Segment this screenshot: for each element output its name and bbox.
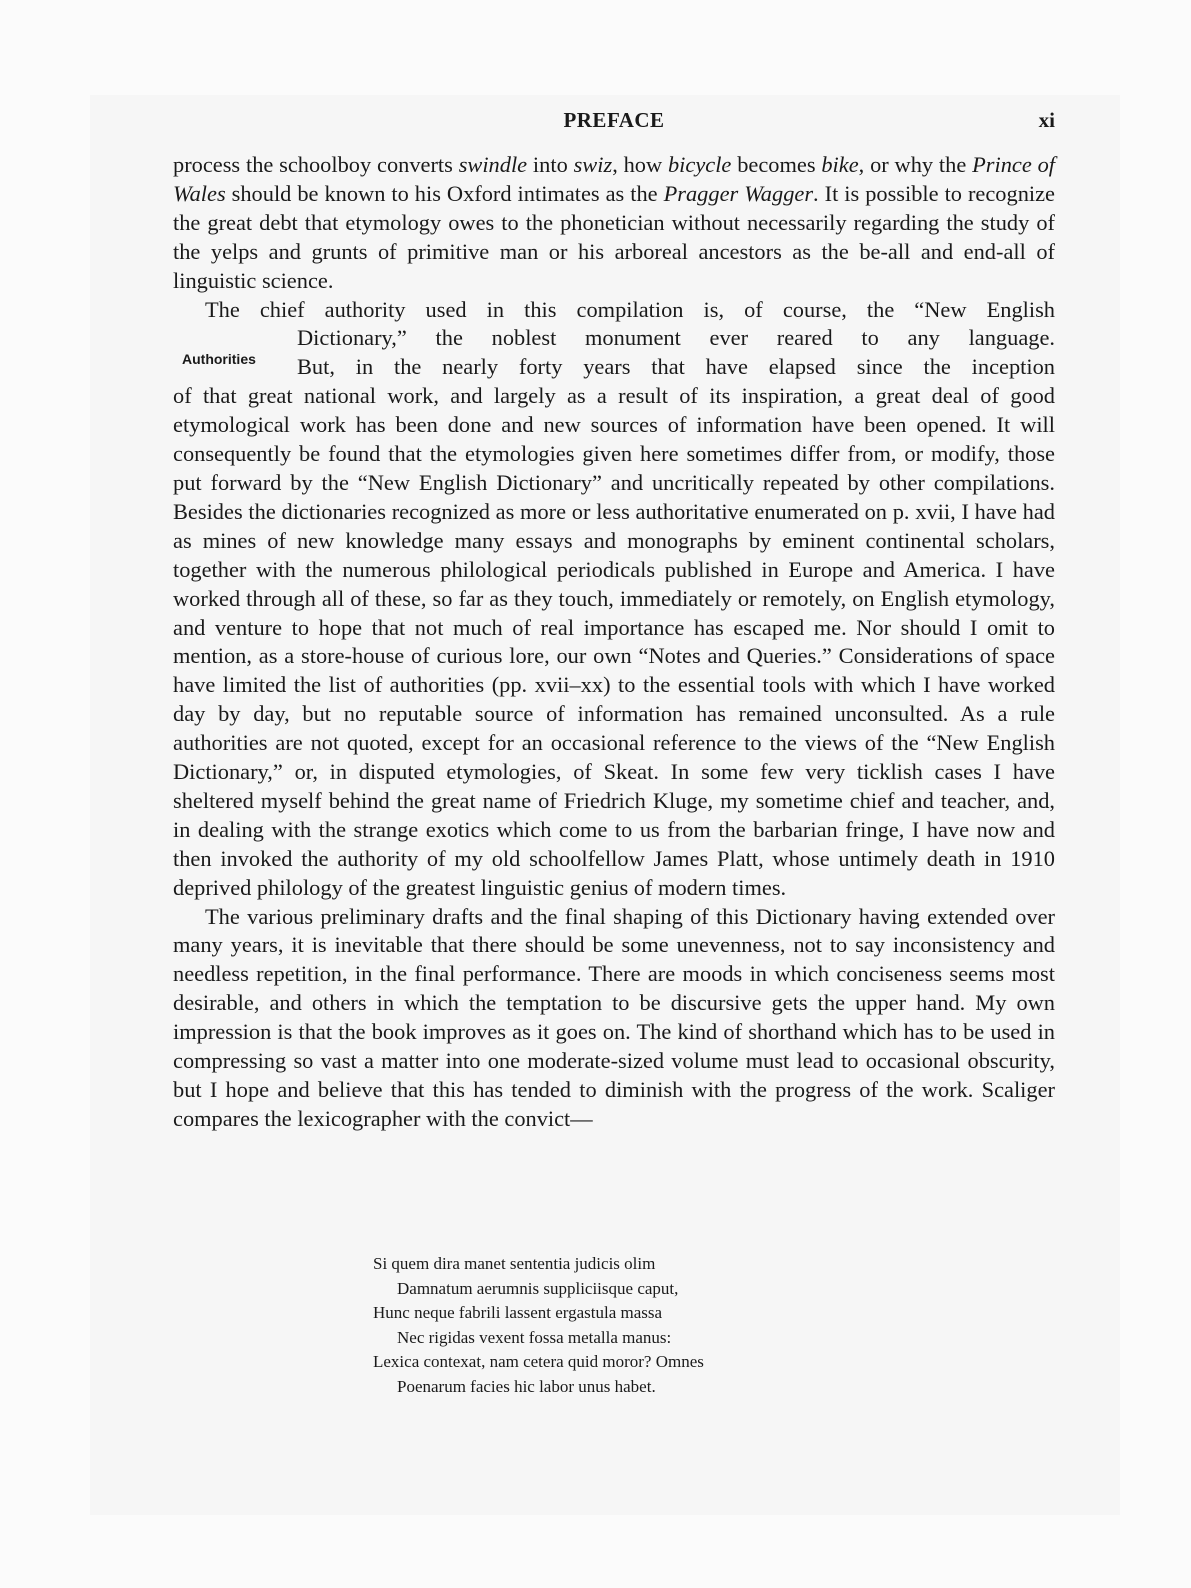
paragraph-2-line-2: Dictionary,” the noblest monument ever reared to any language.: [297, 325, 1055, 351]
margin-note-authorities: Authorities: [182, 351, 256, 368]
page-number: xi: [1038, 108, 1055, 132]
italic-term: bike: [821, 152, 859, 177]
latin-verse-quotation: [373, 1252, 704, 1400]
paragraph-3: The various preliminary drafts and the final shaping of this Dictionary having extended over many years, it is inevitable that there should be some unevenness, not to say inconsistency and needless repetition, in the final performance. There are moods in which conciseness seems most desirable, and others in which the temptation to be discursive gets the upper hand. My own impression is that the book improves as it goes on. The kind of shorthand which has to be used in compressing so vast a matter into one moderate-sized volume must lead to occasional obscurity, but I hope and believe that this has tended to diminish with the progress of the work. Scaliger compares the lexicographer with the convict—: [173, 903, 1055, 1131]
italic-term: swiz: [573, 152, 613, 177]
verse-line: Poenarum facies hic labor unus habet.: [397, 1376, 656, 1396]
text-run: , or why the: [858, 152, 973, 177]
italic-term: bicycle: [667, 152, 732, 177]
margin-note-block: [173, 324, 1055, 382]
text-run: into: [527, 152, 574, 177]
paragraph-1: [173, 151, 1055, 296]
italic-term: Prince of Wales: [173, 152, 1056, 206]
verse-line: Damnatum aerumnis suppliciisque caput,: [397, 1278, 679, 1298]
italic-term: swindle: [458, 152, 528, 177]
paragraph-2-line-1: The chief authority used in this compilation is, of course, the “New English: [205, 296, 1055, 322]
verse-line: Hunc neque fabrili lassent ergastula massa: [373, 1303, 663, 1323]
paragraph-2-body: of that great national work, and largely as a result of its inspiration, a great deal of good etymological work has been done and new sources of information have been opened. It will consequently be found that the etymologies given here sometimes differ from, or modify, those put forward by the “New English Dictionary” and uncritically repeated by other compilations. Besides the dictionaries recognized as more or less authoritative enumerated on p. xvii, I have had as mines of new knowledge many essays and monographs by eminent continental scholars, together with the numerous philological periodicals published in Europe and America. I have worked through all of these, so far as they touch, immediately or remotely, on English etymology, and venture to hope that not much of real importance has escaped me. Nor should I omit to mention, as a store-house of curious lore, our own “Notes and Queries.” Considerations of space have limited the list of authorities (pp. xvii–xx) to the essential tools with which I have worked day by day, but no reputable source of information has remained unconsulted. As a rule authorities are not quoted, except for an occasional reference to the views of the “New English Dictionary,” or, in disputed etymologies, of Skeat. In some few very ticklish cases I have sheltered myself behind the great name of Friedrich Kluge, my sometime chief and teacher, and, in dealing with the strange exotics which come to us from the barbarian fringe, I have now and then invoked the authority of my old schoolfellow James Platt, whose untimely death in 1910 deprived philology of the greatest linguistic genius of modern times.: [173, 383, 1055, 900]
running-head: [173, 108, 1055, 138]
paragraph-2-line-3: But, in the nearly forty years that have elapsed since the inception: [297, 354, 1055, 380]
italic-term: Pragger Wagger: [663, 180, 814, 206]
text-run: process the schoolboy converts: [173, 152, 459, 177]
page-title: PREFACE: [563, 108, 665, 132]
verse-line: Nec rigidas vexent fossa metalla manus:: [397, 1327, 672, 1347]
verse-line: Lexica contexat, nam cetera quid moror? Omnes: [373, 1352, 704, 1372]
paragraph-2: [173, 296, 1055, 903]
text-run: , how: [612, 152, 668, 177]
text-run: should be known to his Oxford intimates as the: [225, 180, 664, 206]
text-run: . It is possible to recognize the great debt that etymology owes to the phonetician without necessarily regarding the study of the yelps and grunts of primitive man or his arboreal ancestors as the be-all and end-all of linguistic science.: [173, 180, 1055, 293]
body-text: [173, 151, 1055, 1134]
text-run: becomes: [731, 152, 822, 177]
verse-line: Si quem dira manet sententia judicis olim: [373, 1254, 656, 1273]
margin-lines: [297, 324, 1055, 382]
